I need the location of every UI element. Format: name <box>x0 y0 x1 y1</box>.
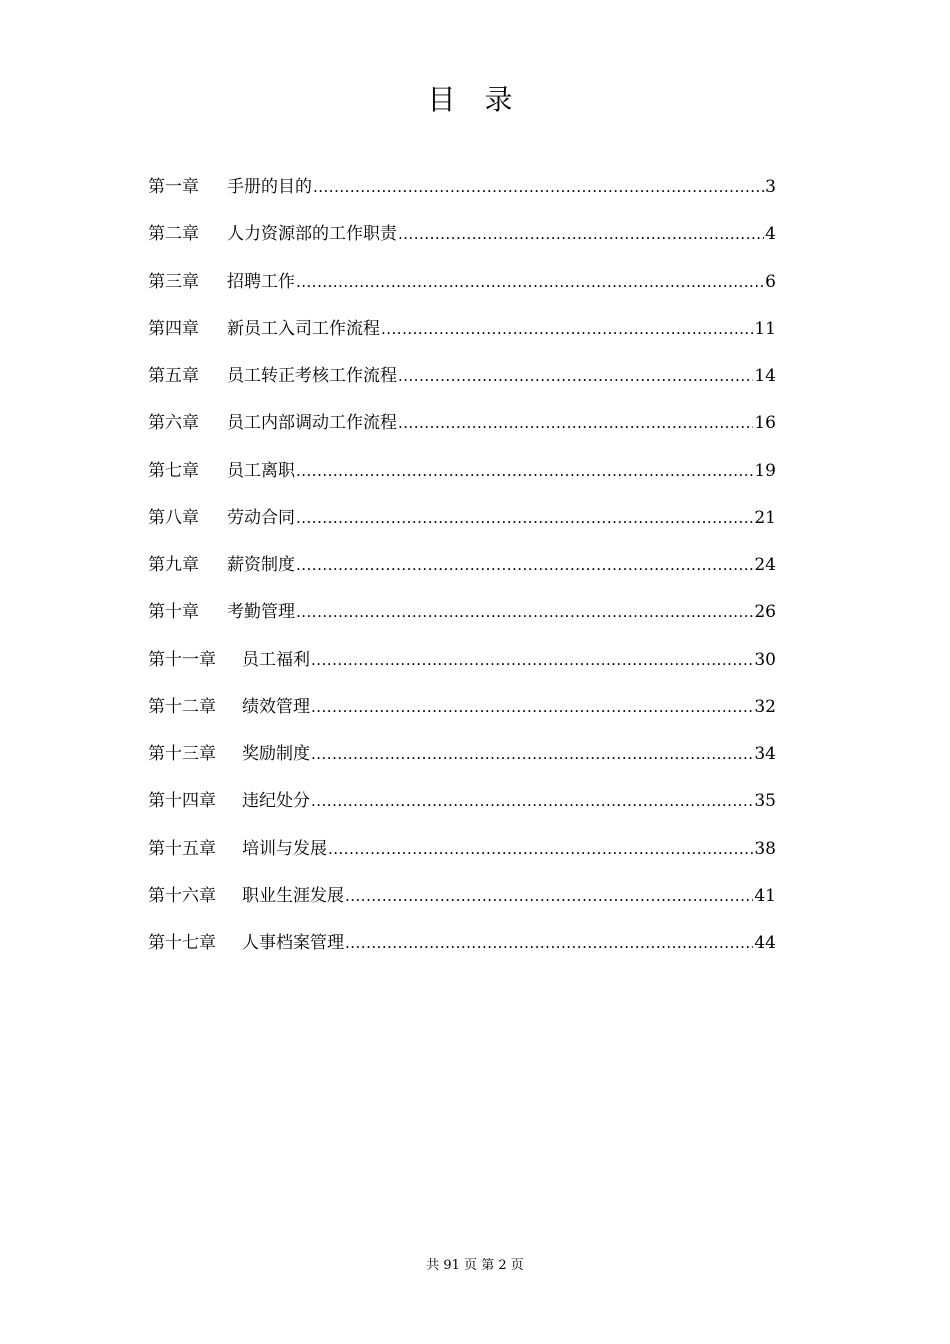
toc-dot-leader <box>296 452 753 490</box>
toc-entry[interactable] <box>148 641 776 688</box>
toc-chapter-title: 劳动合同 <box>227 507 295 528</box>
toc-chapter-title: 新员工入司工作流程 <box>227 318 380 339</box>
toc-chapter-number: 第七章 <box>148 460 199 481</box>
toc-chapter-title: 手册的目的 <box>227 177 312 197</box>
toc-dot-leader <box>296 263 764 301</box>
toc-chapter-number: 第十四章 <box>148 791 216 812</box>
toc-dot-leader <box>398 357 753 395</box>
toc-chapter-number: 第二章 <box>148 224 199 245</box>
toc-chapter-title: 招聘工作 <box>227 271 295 292</box>
toc-dot-leader <box>398 215 764 253</box>
toc-chapter-title: 员工内部调动工作流程 <box>227 413 397 434</box>
toc-entry[interactable] <box>148 924 776 971</box>
toc-entry[interactable] <box>148 263 776 310</box>
toc-dot-leader <box>313 168 764 206</box>
toc-chapter-number: 第十六章 <box>148 885 216 906</box>
toc-chapter-title: 人事档案管理 <box>242 933 344 953</box>
toc-chapter-number: 第十五章 <box>148 838 216 859</box>
toc-chapter-title: 绩效管理 <box>242 696 310 717</box>
toc-page-number: 38 <box>754 838 776 859</box>
toc-chapter-number: 第一章 <box>148 177 199 197</box>
toc-dot-leader <box>311 688 753 726</box>
toc-page-number: 3 <box>765 177 776 197</box>
toc-chapter-number: 第五章 <box>148 366 199 386</box>
toc-page-number: 6 <box>765 271 776 292</box>
toc-page-number: 16 <box>754 413 776 434</box>
toc-chapter-title: 员工福利 <box>242 649 310 670</box>
toc-entry[interactable] <box>148 877 776 924</box>
toc-chapter-title: 员工转正考核工作流程 <box>227 366 397 386</box>
toc-page-number: 35 <box>754 791 776 812</box>
toc-page-number: 30 <box>754 649 776 670</box>
toc-chapter-number: 第三章 <box>148 271 199 292</box>
toc-entry[interactable] <box>148 215 776 262</box>
toc-chapter-number: 第十章 <box>148 602 199 623</box>
toc-entry[interactable] <box>148 688 776 735</box>
toc-dot-leader <box>345 924 753 962</box>
table-of-contents <box>148 168 776 971</box>
toc-chapter-title: 违纪处分 <box>242 791 310 812</box>
toc-dot-leader <box>398 404 753 442</box>
toc-page-number: 21 <box>754 507 776 528</box>
toc-dot-leader <box>311 735 753 773</box>
toc-entry[interactable] <box>148 310 776 357</box>
toc-chapter-title: 考勤管理 <box>227 602 295 623</box>
toc-entry[interactable] <box>148 830 776 877</box>
toc-entry[interactable] <box>148 357 776 404</box>
toc-page-number: 19 <box>754 460 776 481</box>
toc-chapter-number: 第十七章 <box>148 933 216 953</box>
toc-entry[interactable] <box>148 546 776 593</box>
toc-page-number: 41 <box>754 885 776 906</box>
toc-dot-leader <box>345 877 753 915</box>
toc-page-number: 24 <box>754 555 776 575</box>
toc-entry[interactable] <box>148 168 776 215</box>
toc-chapter-number: 第十一章 <box>148 649 216 670</box>
page-footer: 共 91 页 第 2 页 <box>426 1258 524 1273</box>
toc-chapter-number: 第四章 <box>148 318 199 339</box>
toc-page-number: 11 <box>754 318 776 339</box>
toc-dot-leader <box>311 641 753 679</box>
toc-chapter-number: 第六章 <box>148 413 199 434</box>
page-title: 目 录 <box>427 83 523 116</box>
toc-entry[interactable] <box>148 499 776 546</box>
toc-page-number: 4 <box>765 224 776 245</box>
toc-chapter-title: 人力资源部的工作职责 <box>227 224 397 245</box>
toc-page-number: 34 <box>754 744 776 764</box>
toc-entry[interactable] <box>148 404 776 451</box>
toc-dot-leader <box>296 546 753 584</box>
toc-dot-leader <box>381 310 753 348</box>
toc-dot-leader <box>296 499 753 537</box>
toc-chapter-number: 第九章 <box>148 555 199 575</box>
toc-chapter-number: 第八章 <box>148 507 199 528</box>
toc-dot-leader <box>311 782 753 820</box>
toc-chapter-number: 第十二章 <box>148 696 216 717</box>
toc-chapter-title: 职业生涯发展 <box>242 885 344 906</box>
toc-dot-leader <box>328 830 753 868</box>
toc-entry[interactable] <box>148 735 776 782</box>
toc-page-number: 14 <box>754 366 776 386</box>
toc-chapter-title: 奖励制度 <box>242 744 310 764</box>
toc-dot-leader <box>296 593 753 631</box>
toc-chapter-number: 第十三章 <box>148 744 216 764</box>
toc-chapter-title: 员工离职 <box>227 460 295 481</box>
toc-chapter-title: 薪资制度 <box>227 555 295 575</box>
toc-chapter-title: 培训与发展 <box>242 838 327 859</box>
toc-page-number: 44 <box>754 933 776 953</box>
toc-page-number: 32 <box>754 696 776 717</box>
toc-entry[interactable] <box>148 782 776 829</box>
toc-page-number: 26 <box>754 602 776 623</box>
toc-entry[interactable] <box>148 593 776 640</box>
toc-entry[interactable] <box>148 452 776 499</box>
